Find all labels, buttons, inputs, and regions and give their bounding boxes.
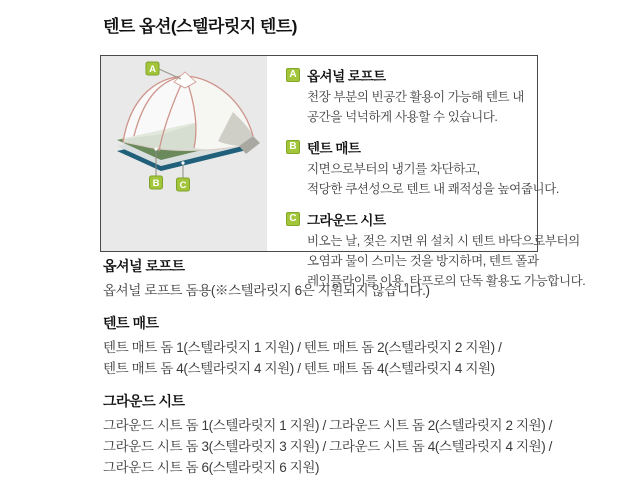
svg-text:B: B	[152, 178, 160, 189]
section-line: 그라운드 시트 돔 3(스텔라릿지 3 지원) / 그라운드 시트 돔 4(스텔라릿지 4 지원) /	[103, 439, 553, 454]
section-tent-mat	[103, 313, 552, 379]
info-column	[267, 56, 593, 288]
section-line: 텐트 매트 돔 1(스텔라릿지 1 지원) / 텐트 매트 돔 2(스텔라릿지 2 지원) /	[103, 340, 502, 355]
section-ground-sheet	[103, 391, 552, 478]
option-sections	[103, 256, 552, 490]
info-item-line: 오염과 물이 스미는 것을 방지하며, 텐트 폴과	[307, 254, 539, 268]
svg-text:C: C	[179, 180, 187, 191]
info-item-line: 공간을 넉넉하게 사용할 수 있습니다.	[307, 110, 498, 124]
info-item-line: 레인플라이를 이용, 타프로의 단독 활용도 가능합니다.	[307, 274, 586, 288]
info-item-tent-mat	[286, 137, 585, 199]
svg-text:A: A	[149, 64, 156, 75]
section-title: 옵셔널 로프트	[103, 258, 185, 274]
label-a-line	[159, 69, 181, 79]
info-title-row	[286, 65, 585, 85]
info-title-row	[286, 137, 585, 157]
tent-illustration	[101, 56, 267, 253]
tent-diagram-panel	[101, 56, 267, 251]
section-line: 텐트 매트 돔 4(스텔라릿지 4 지원) / 텐트 매트 돔 4(스텔라릿지 4 지원)	[103, 361, 495, 376]
section-optional-loft	[103, 256, 552, 301]
info-item-line: 천장 부분의 빈공간 활용이 가능해 텐트 내	[307, 90, 524, 104]
info-item-line: 지면으로부터의 냉기를 차단하고,	[307, 162, 480, 176]
info-item-line: 적당한 쿠션성으로 텐트 내 쾌적성을 높여줍니다.	[307, 182, 559, 196]
badge-b: B	[286, 140, 300, 154]
info-item-optional-loft	[286, 65, 585, 127]
label-b-dot	[154, 147, 157, 150]
page-title: 텐트 옵션(스텔라릿지 텐트)	[103, 17, 297, 36]
info-item-title: 옵셔널 로프트	[307, 69, 386, 84]
info-item-title: 그라운드 시트	[307, 213, 386, 228]
label-c-marker	[177, 178, 190, 191]
info-title-row	[286, 209, 585, 229]
section-title: 텐트 매트	[103, 315, 159, 331]
label-b-marker	[150, 176, 163, 189]
info-item-title: 텐트 매트	[307, 141, 361, 156]
badge-c: C	[286, 212, 300, 226]
info-item-line: 비오는 날, 젖은 지면 위 설치 시 텐트 바닥으로부터의	[307, 234, 580, 248]
label-a-marker	[146, 62, 159, 75]
label-c-dot	[181, 161, 184, 164]
section-line: 옵셔널 로프트 돔용(※스텔라릿지 6은 지원되지 않습니다.)	[103, 283, 430, 298]
badge-a: A	[286, 68, 300, 82]
tent-options-box	[100, 55, 586, 288]
section-title: 그라운드 시트	[103, 393, 185, 409]
section-line: 그라운드 시트 돔 6(스텔라릿지 6 지원)	[103, 460, 320, 475]
section-line: 그라운드 시트 돔 1(스텔라릿지 1 지원) / 그라운드 시트 돔 2(스텔라릿지 2 지원) /	[103, 418, 553, 433]
